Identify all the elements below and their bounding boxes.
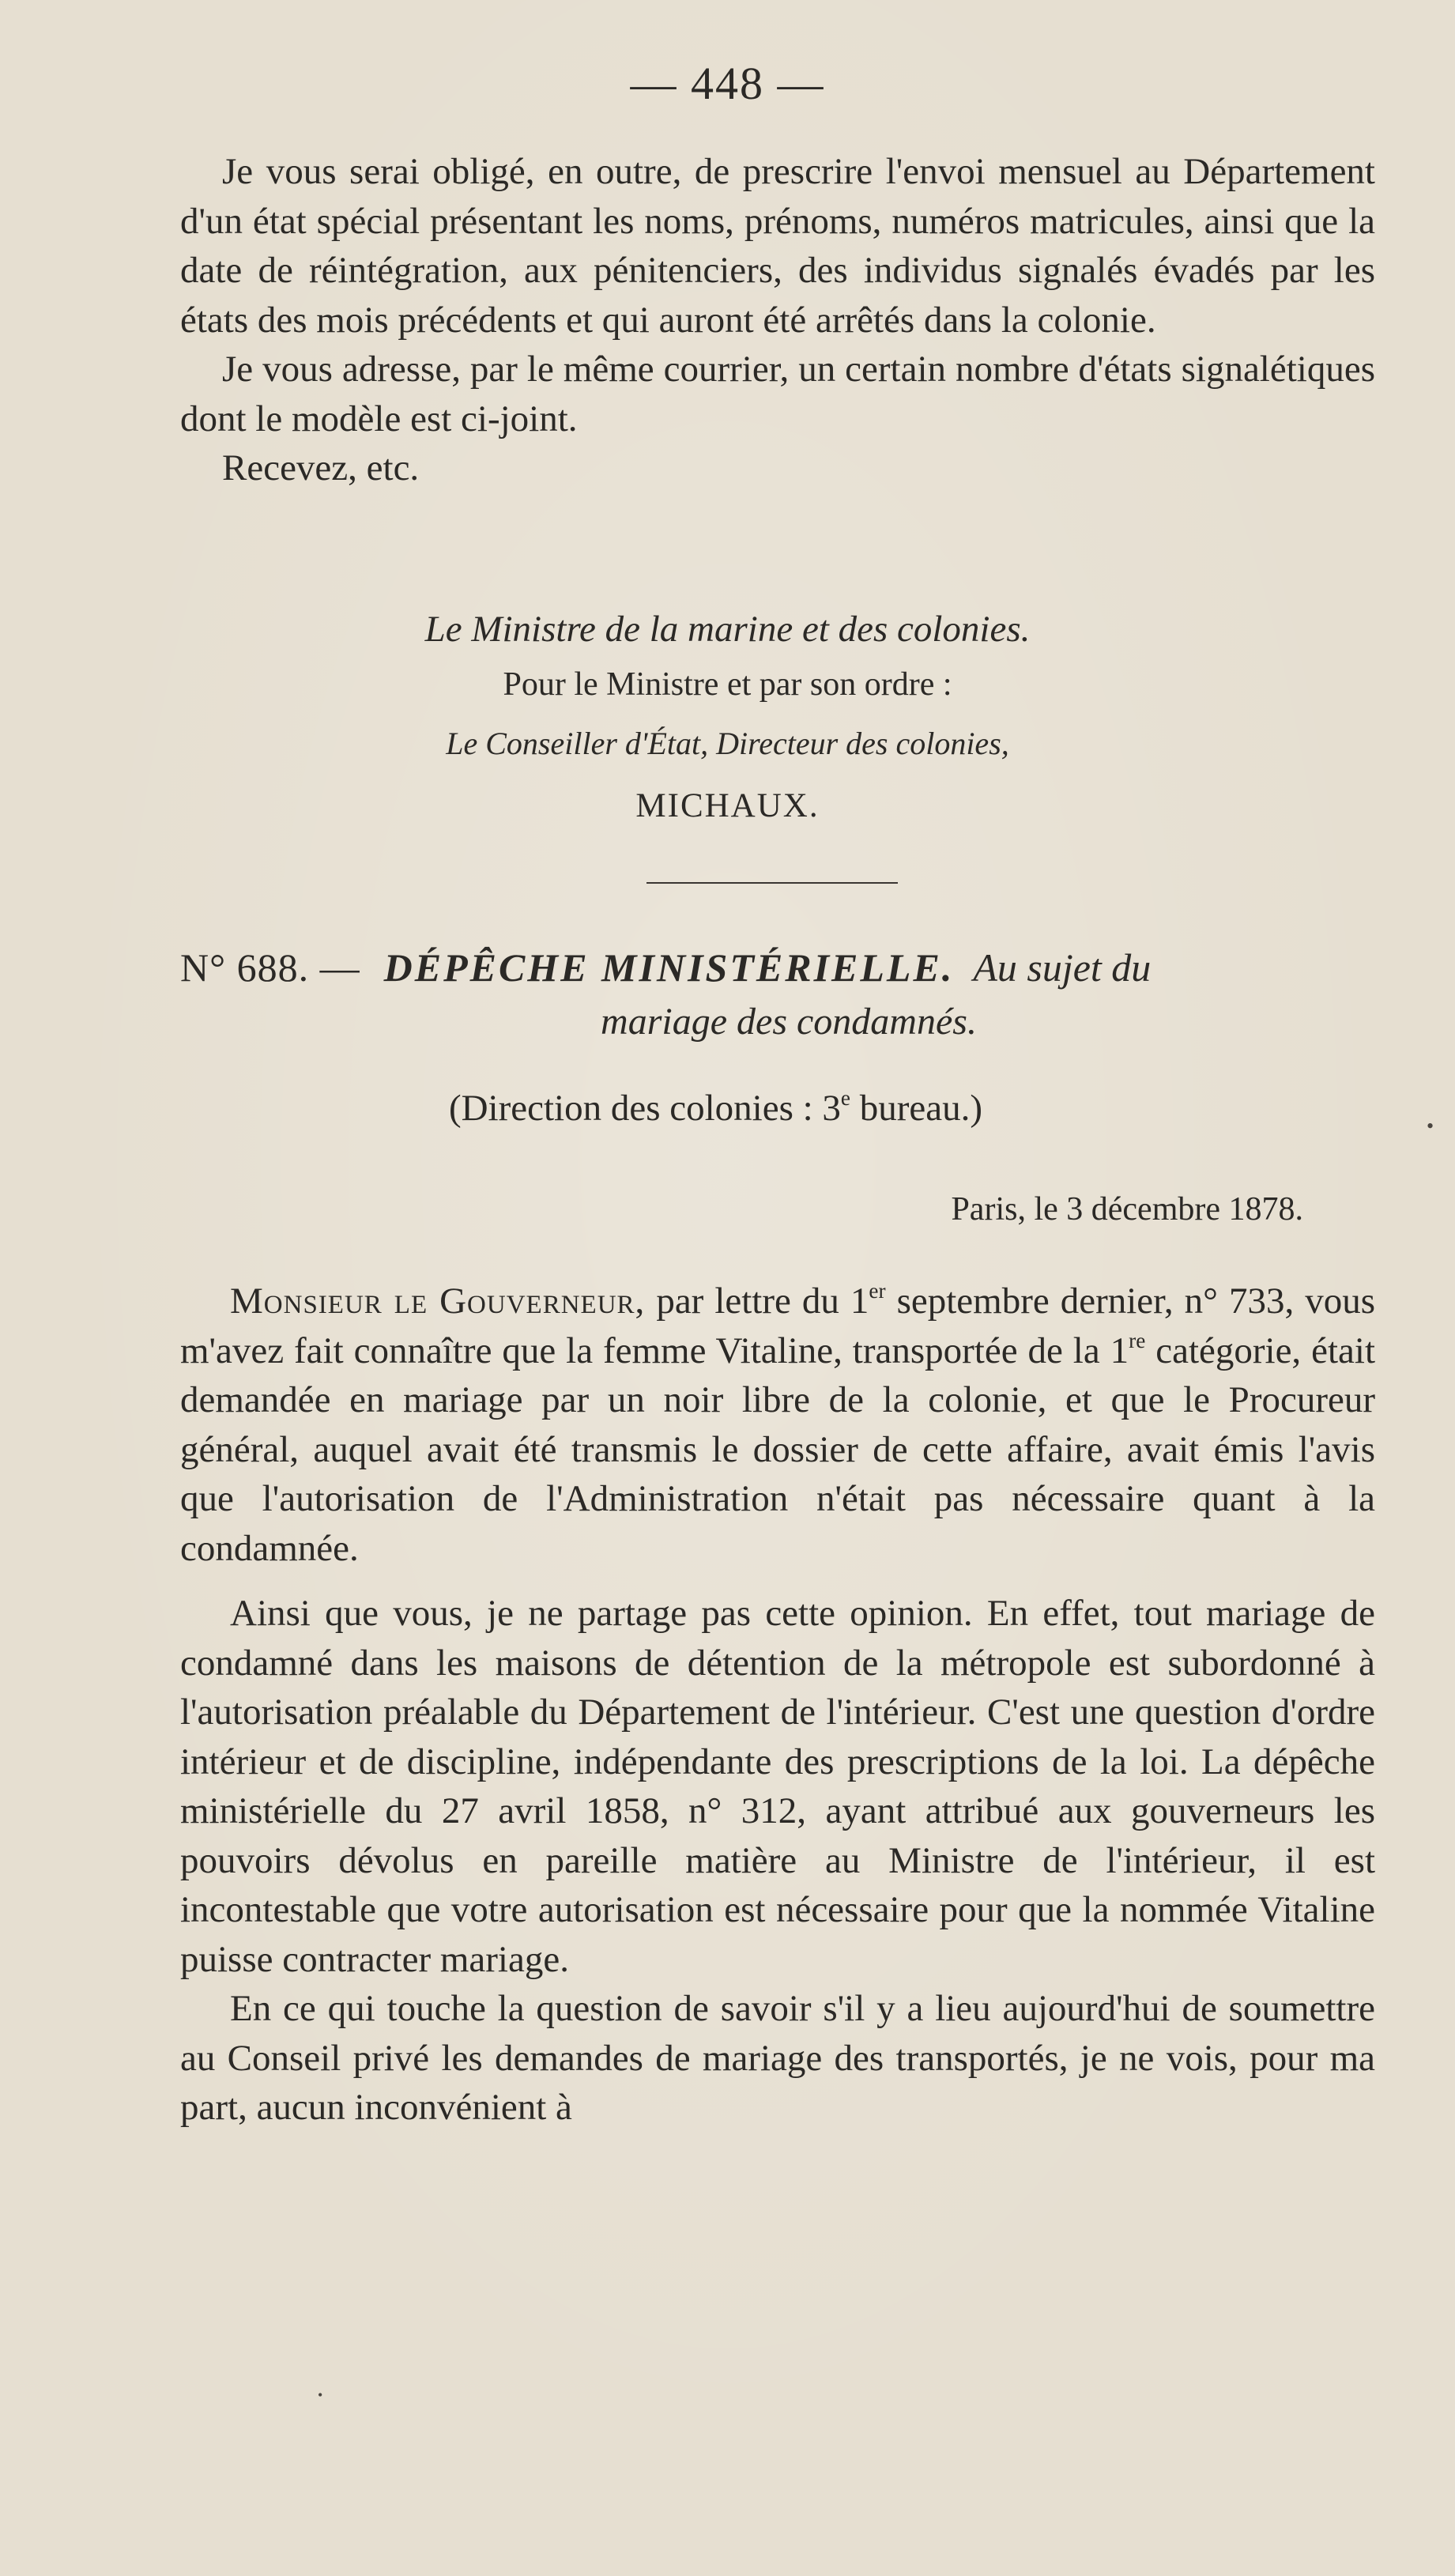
direction-text: (Direction des colonies : 3 — [448, 1088, 841, 1129]
signature-by-order: Pour le Ministre et par son ordre : — [503, 666, 952, 703]
ink-speck: • — [1427, 1115, 1434, 1137]
direction-superscript: e — [840, 1085, 851, 1110]
signature-name: MICHAUX. — [635, 787, 820, 824]
ink-speck: • — [318, 2387, 323, 2403]
direction-line — [0, 1087, 1455, 1130]
letter-body — [180, 1589, 1375, 2133]
paragraph-privy-council: En ce qui touche la question de savoir s'il y a lieu aujourd'hui de soumettre au Conseil privé les demandes de mariage des transportés, je ne vois, pour ma part, aucun inconvénient à — [180, 1988, 1375, 2128]
paragraph-opening-text-a: par lettre du 1 — [645, 1280, 869, 1322]
dispatch-title: DÉPÊCHE MINISTÉRIELLE. — [383, 945, 955, 990]
paragraph-opinion: Ainsi que vous, je ne partage pas cette opinion. En effet, tout mariage de condamné dans les maisons de détention de la métropole est subordonné à l'autorisation préalable du Département de l'intérieur. C'est une question d'ordre intérieur et de discipline, indépendante des prescriptions de la loi. La dépêche ministérielle du 27 avril 1858, n° 312, ayant attribué aux gouverneurs les pouvoirs dévolus en pareille matière au Ministre de l'intérieur, il est incontestable que votre autorisation est nécessaire pour que la nommée Vitaline puisse contracter mariage. — [180, 1593, 1375, 1980]
paragraph-opening-text-b: septembre dernier, n° 733, vous m'avez fait connaître que la femme Vitaline, transportée de la 1 — [180, 1280, 1375, 1371]
paragraph-closing: Recevez, etc. — [222, 447, 420, 488]
section-divider — [646, 882, 898, 884]
dispatch-subject: Au sujet du — [973, 945, 1152, 990]
paragraph-opening-text-c: catégorie, était demandée en mariage par un noir libre de la colonie, et que le Procureur général, auquel avait été transmis le dossier de cette affaire, avait émis l'avis que l'autorisation de l'Administration n'était pas nécessaire quant à la condamnée. — [180, 1329, 1375, 1569]
signature-director: Le Conseiller d'État, Directeur des colonies, — [446, 726, 1009, 761]
signature-minister: Le Ministre de la marine et des colonies. — [424, 609, 1031, 650]
salutation: Monsieur le Gouverneur, — [230, 1280, 646, 1322]
superscript-re: re — [1129, 1328, 1146, 1352]
letter-body-opening — [180, 1277, 1375, 1573]
paragraph-monthly-report: Je vous serai obligé, en outre, de prescrire l'envoi mensuel au Département d'un état spécial présentant les noms, prénoms, numéros matricules, ainsi que la date de réintégration, aux pénitenciers, des individus signalés évadés par les états des mois précédents et qui auront été arrêtés dans la colonie. — [180, 151, 1375, 341]
dateline: Paris, le 3 décembre 1878. — [951, 1191, 1303, 1228]
letter-continuation — [180, 147, 1375, 493]
paragraph-opening — [180, 1277, 1375, 1573]
page-number: — 448 — — [630, 58, 825, 109]
paragraph-forms: Je vous adresse, par le même courrier, un certain nombre d'états signalétiques dont le modèle est ci-joint. — [180, 349, 1375, 439]
dispatch-subject-continued: mariage des condamnés. — [601, 1001, 977, 1043]
dispatch-number: N° 688. — — [180, 945, 360, 990]
dispatch-heading — [180, 945, 1375, 990]
superscript-er: er — [869, 1278, 886, 1303]
direction-text-end: bureau.) — [850, 1088, 983, 1129]
